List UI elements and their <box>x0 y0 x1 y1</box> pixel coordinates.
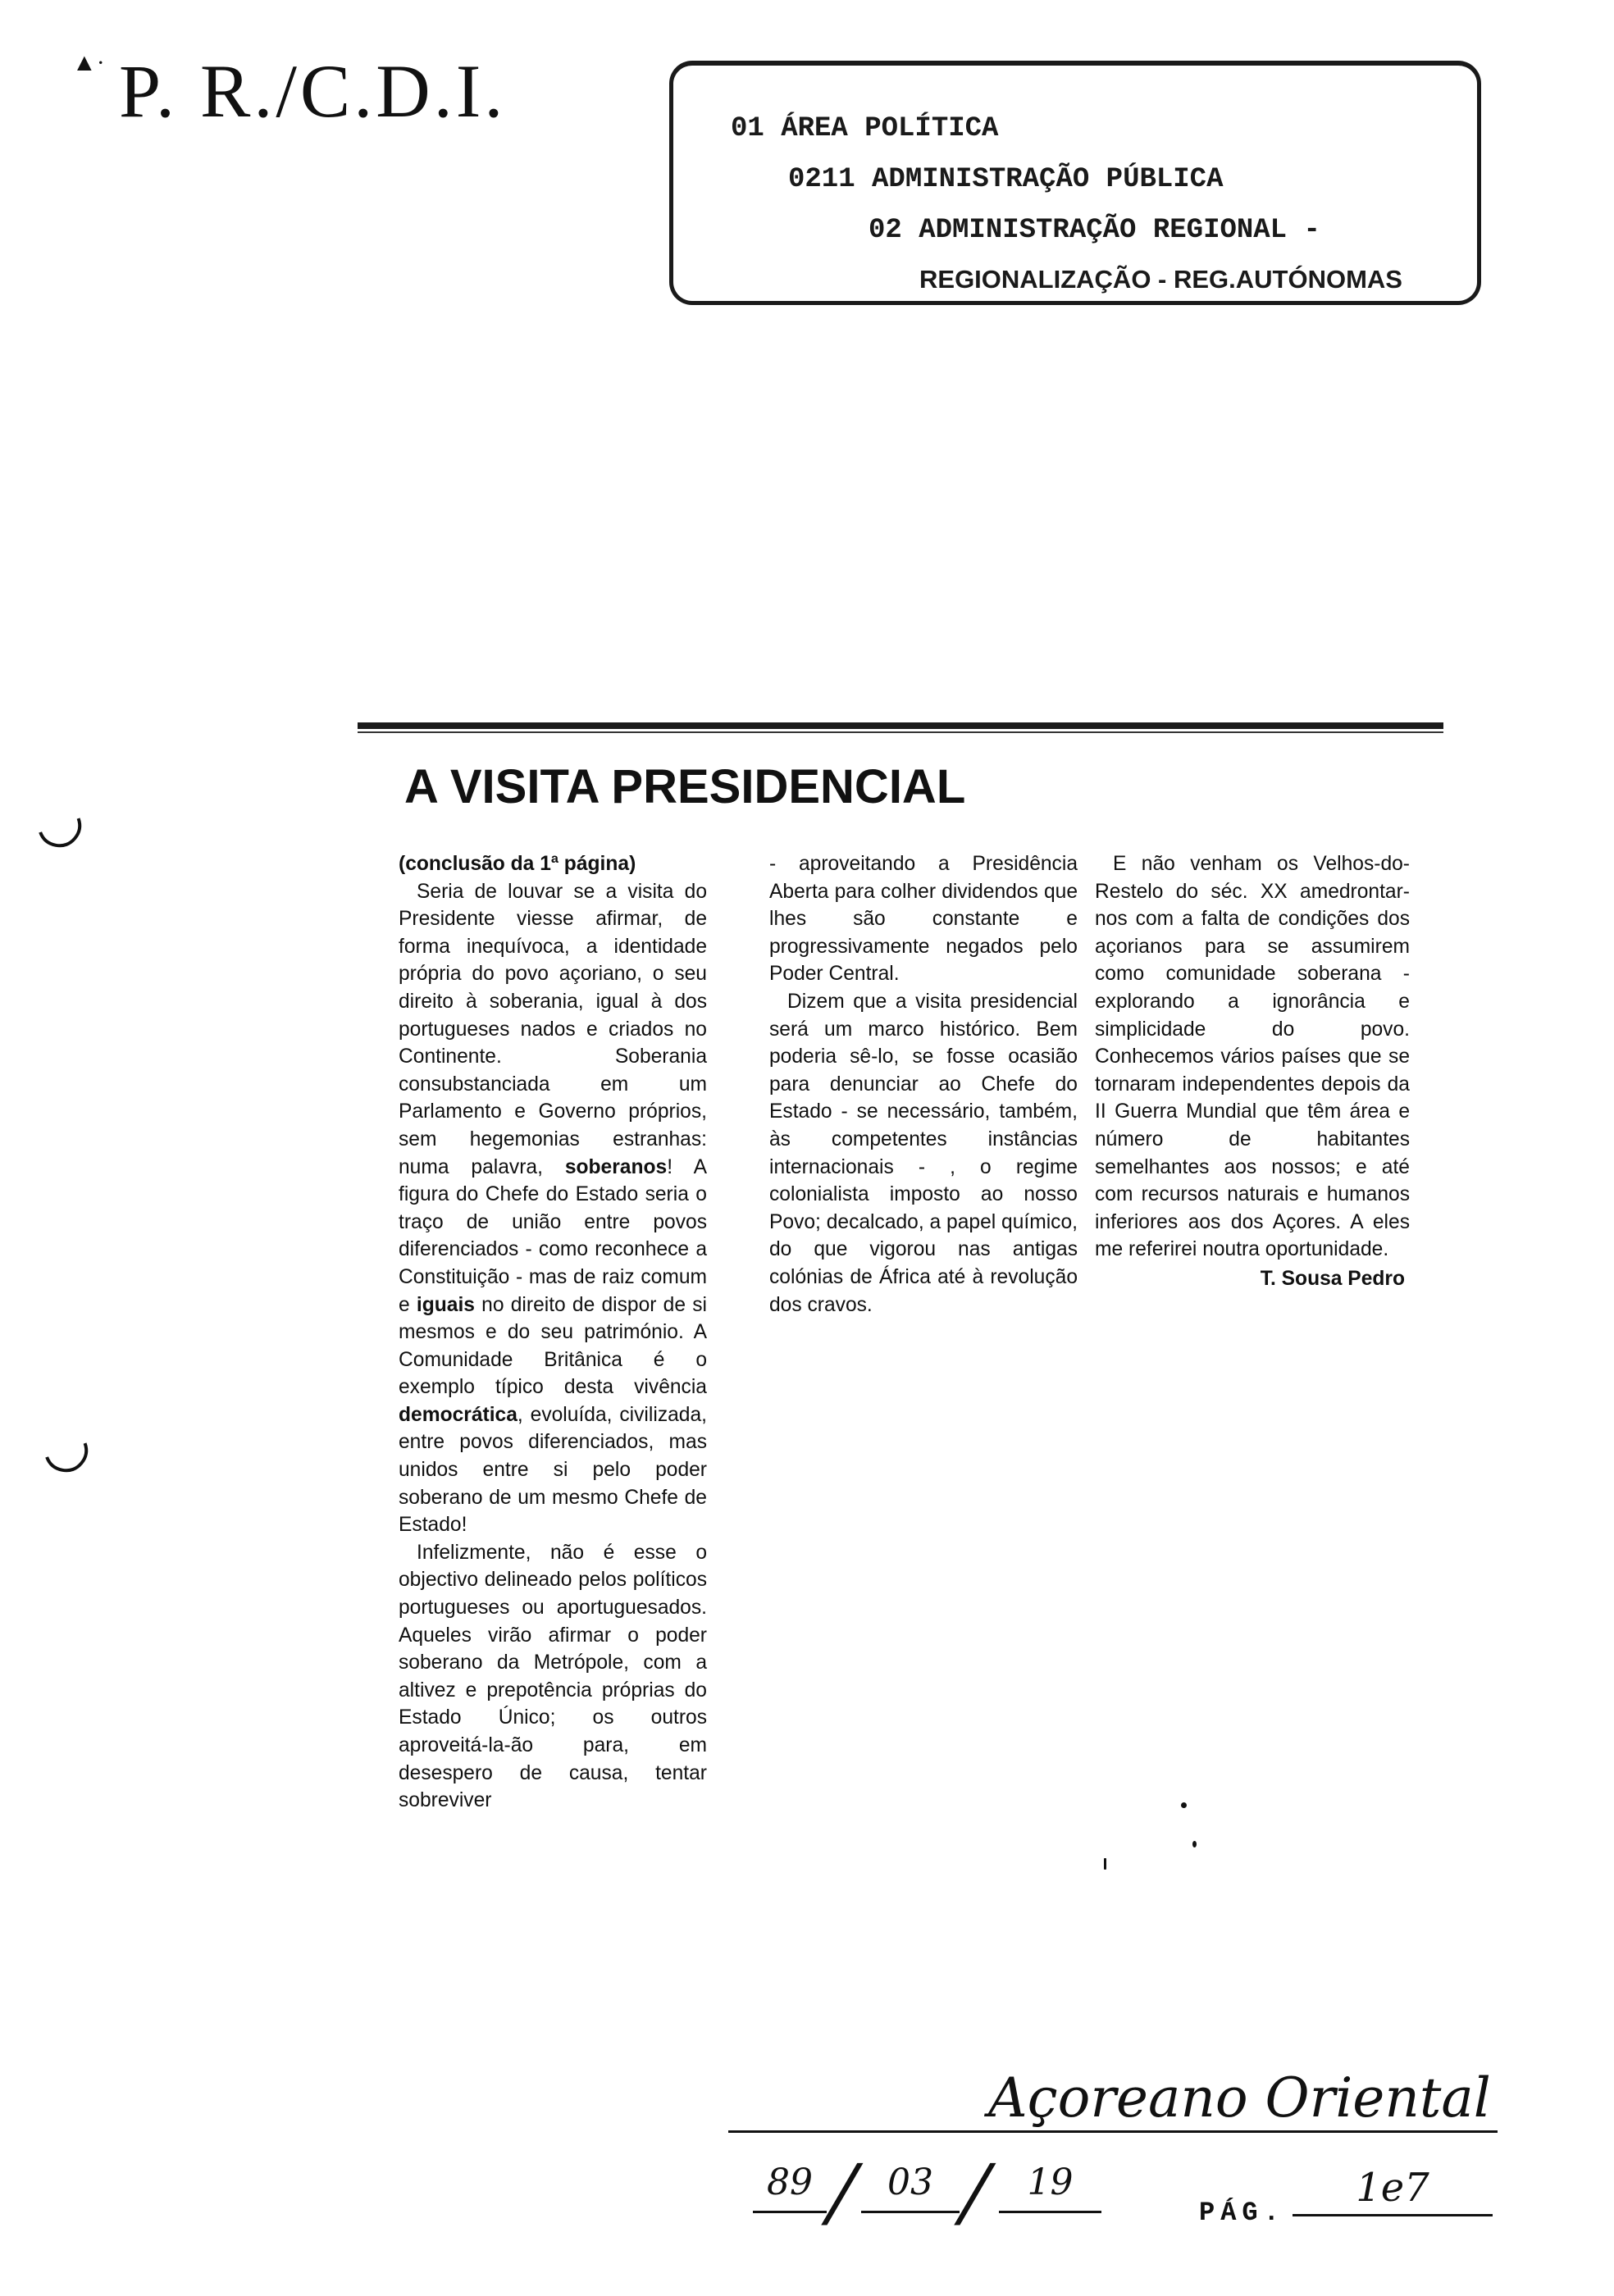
article-paragraph: Dizem que a visita presidencial será um marco histórico. Bem poderia sê-lo, se fosse ocasião para denunciar ao Chefe do Estado - se necessário, também, às competentes instâncias internacionais - , o regime colonialista imposto ao nosso Povo; decalcado, a papel químico, do que vigorou nas antigas colónias de África até à revolução dos cravos. <box>769 990 1078 1316</box>
date-month: 03 <box>861 2162 960 2213</box>
article-top-rule-thin <box>358 731 1443 733</box>
classification-line: 0211 ADMINISTRAÇÃO PÚBLICA <box>788 164 1224 195</box>
margin-dot-mark: ▲· <box>72 49 105 76</box>
scan-speck <box>1192 1841 1197 1847</box>
article-author: T. Sousa Pedro <box>1260 1267 1405 1290</box>
article-kicker: (conclusão da 1ª página) <box>399 853 636 875</box>
article-column-3 <box>1095 850 1410 1293</box>
source-underline <box>728 2130 1498 2133</box>
source-publication: Açoreano Oriental <box>988 2066 1491 2130</box>
scan-speck <box>1181 1802 1187 1808</box>
article-paragraph: Seria de louvar se a visita do Presidente viesse afirmar, de forma inequívoca, a identidade própria do povo açoriano, o seu direito à soberania, igual à dos portugueses nados e criados no Continente. Soberania consubstanciada em um Parlamento e Governo próprios, sem hegemonias estranhas: numa palavra, soberanos! A figura do Chefe do Estado seria o traço de união entre povos diferenciados - como reconhece a Constituição - mas de raiz comum e iguais no direito de dispor de si mesmos e do seu património. A Comunidade Britânica é o exemplo típico desta vivência democrática, evoluída, civilizada, entre povos diferenciados, mas unidos entre si pelo poder soberano de um mesmo Chefe de Estado! <box>399 880 707 1537</box>
classification-line: 02 ADMINISTRAÇÃO REGIONAL - <box>869 215 1320 246</box>
article-paragraph: Infelizmente, não é esse o objectivo delineado pelos políticos portugueses ou aportuguesados. Aqueles virão afirmar o poder soberano da Metrópole, com a altivez e prepotência próprias do Estado Único; os outros aproveitá-la-ão para, em desespero de causa, tentar sobreviver <box>399 1541 707 1812</box>
emphasis-text: iguais <box>416 1293 475 1316</box>
org-code: P. R./C.D.I. <box>119 49 507 133</box>
article-title: A VISITA PRESIDENCIAL <box>404 760 966 813</box>
date-year: 89 <box>753 2162 827 2213</box>
article-paragraph: E não venham os Velhos-do-Restelo do séc. XX amedrontar-nos com a falta de condições dos açorianos para se assumirem como comunidade soberana - explorando a ignorância e simplicidade do povo. Conhecemos vários países que se tornaram independentes depois da II Guerra Mundial que têm área e número de habitantes semelhantes aos nossos; e até com recursos naturais e humanos inferiores aos dos Açores. A eles me referirei noutra oportunidade. <box>1095 853 1410 1261</box>
date-separator: / <box>951 2148 1001 2236</box>
page-value: 1e7 <box>1293 2165 1493 2216</box>
page-label: PÁG. <box>1199 2198 1285 2228</box>
emphasis-text: soberanos <box>564 1155 668 1178</box>
binder-hole-mark: ◡ <box>30 1408 99 1486</box>
classification-line: REGIONALIZAÇÃO - REG.AUTÓNOMAS <box>919 265 1402 294</box>
emphasis-text: democrática <box>399 1403 517 1426</box>
date-separator: / <box>818 2148 868 2236</box>
date-day: 19 <box>999 2162 1101 2213</box>
classification-line: 01 ÁREA POLÍTICA <box>731 113 999 144</box>
scan-speck <box>1104 1858 1106 1870</box>
article-paragraph: - aproveitando a Presidência Aberta para colher dividendos que lhes são constante e progressivamente negados pelo Poder Central. <box>769 853 1078 986</box>
classification-box <box>669 61 1481 305</box>
article-top-rule <box>358 722 1443 729</box>
binder-hole-mark: ◡ <box>24 783 93 861</box>
article-column-1 <box>399 850 707 1815</box>
article-column-2 <box>769 850 1078 1319</box>
